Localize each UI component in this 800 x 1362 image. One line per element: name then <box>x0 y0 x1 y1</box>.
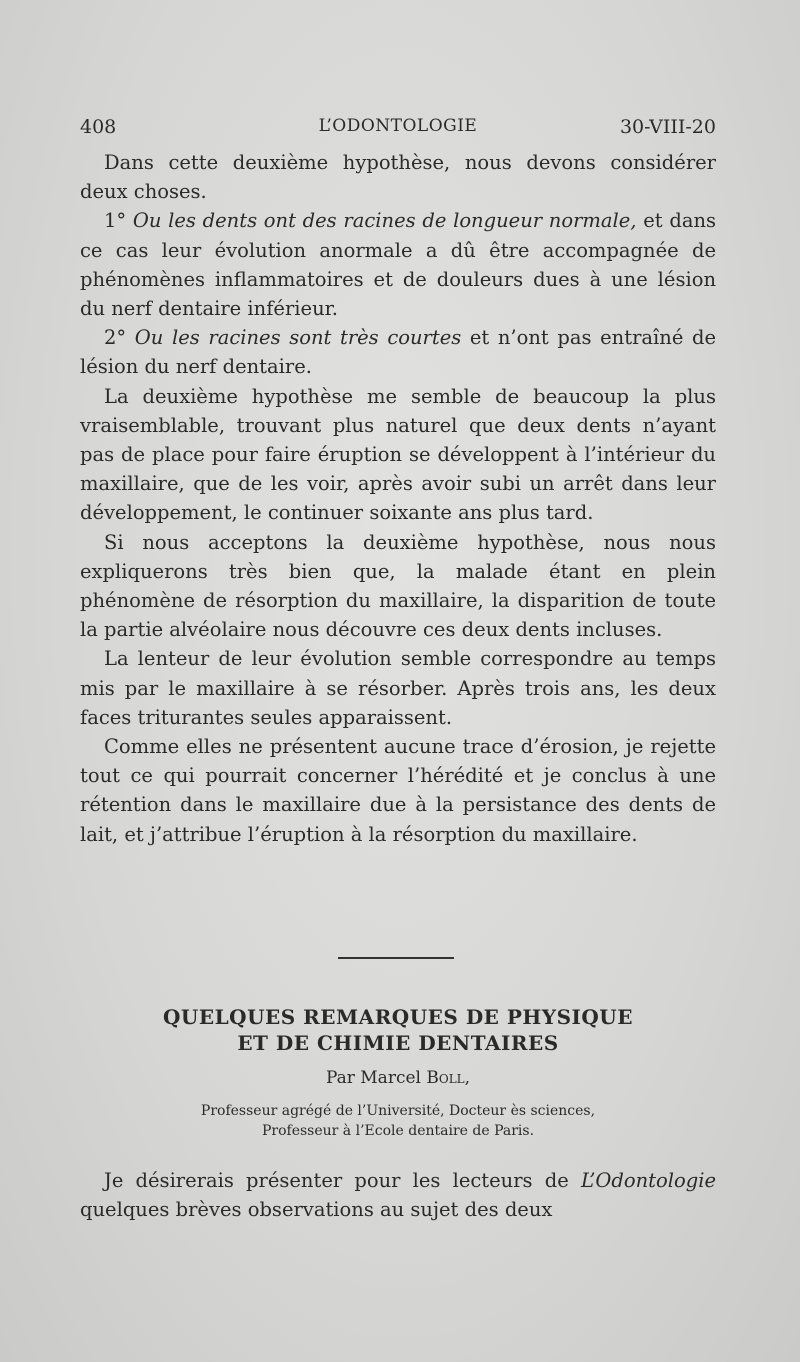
issue-date: 30-VIII-20 <box>619 116 716 138</box>
paragraph: Si nous acceptons la deuxième hypothèse, nous nous expliquerons très bien que, la malade étant en plein phénomène de résorption du maxillaire, la disparition de toute la partie alvéolaire nous découvre ces deux dents incluses. <box>80 530 716 642</box>
article-title: QUELQUES REMARQUES DE PHYSIQUE ET DE CHIMIE DENTAIRES <box>162 1005 633 1055</box>
section-divider <box>338 957 454 959</box>
paragraph: 2° Ou les racines sont très courtes et n’ont pas entraîné de lésion du nerf dentaire. <box>80 326 717 379</box>
page-number: 408 <box>80 116 117 138</box>
article-body <box>80 148 716 849</box>
author-affiliation: Professeur agrégé de l’Université, Docteur ès sciences, Professeur à l’Ecole dentaire de Paris. <box>200 1103 596 1139</box>
paragraph: Comme elles ne présentent aucune trace d’érosion, je rejette tout ce qui pourrait concerner l’hérédité et je conclus à une rétention dans le maxillaire due à la persistance des dents de lait, et j’attribue l’éruption à la résorption du maxillaire. <box>80 735 716 846</box>
article-intro <box>80 1166 716 1224</box>
journal-title: L’ODONTOLOGIE <box>318 116 478 136</box>
paragraph: La lenteur de leur évolution semble correspondre au temps mis par le maxillaire à se résorber. Après trois ans, les deux faces triturantes seules apparaissent. <box>80 647 716 729</box>
paragraph: La deuxième hypothèse me semble de beaucoup la plus vraisemblable, trouvant plus naturel que deux dents n’ayant pas de place pour faire éruption se développent à l’intérieur du maxillaire, que de les voir, après avoir subi un arrêt dans leur développement, le continuer soixante ans plus tard. <box>80 384 716 525</box>
paragraph: 1° Ou les dents ont des racines de longueur normale, et dans ce cas leur évolution anormale a dû être accompagnée de phénomènes inflammatoires et de douleurs dues à une lésion du nerf dentaire inférieur. <box>80 209 717 321</box>
paragraph: Je désirerais présenter pour les lecteurs de L’Odontologie quelques brèves observations au sujet des deux <box>80 1169 716 1222</box>
running-header <box>80 116 716 140</box>
paragraph: Dans cette deuxième hypothèse, nous devons considérer deux choses. <box>80 151 716 204</box>
author-byline: Par Marcel Boll, <box>325 1068 471 1088</box>
